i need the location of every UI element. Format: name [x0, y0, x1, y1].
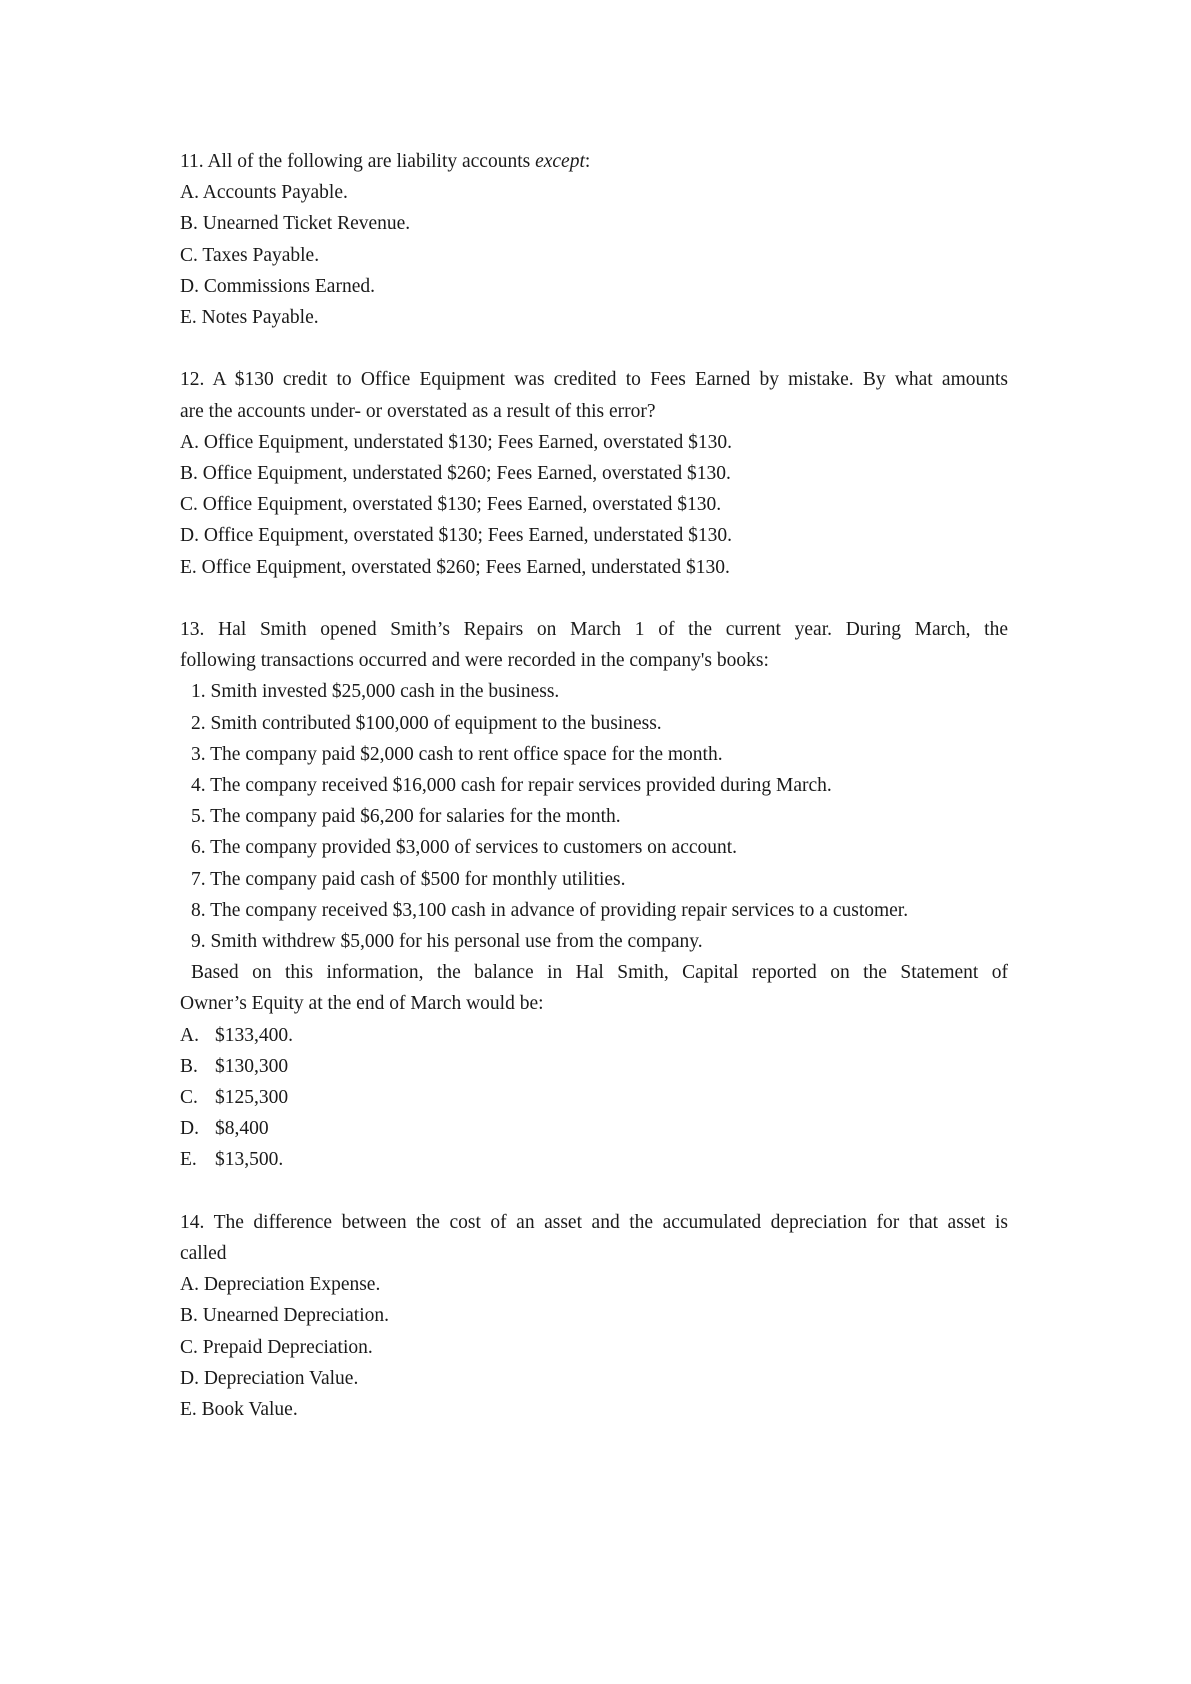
question-stem-line-2: following transactions occurred and were recorded in the company's books:: [180, 650, 769, 672]
option-letter: E.: [180, 1149, 197, 1171]
transaction-item: 2. Smith contributed $100,000 of equipment to the business.: [191, 712, 662, 734]
question-number: 11.: [180, 151, 204, 172]
answer-option-a: A. Depreciation Expense.: [180, 1274, 381, 1296]
transaction-item: 7. The company paid cash of $500 for monthly utilities.: [191, 868, 626, 890]
answer-option-a: A. Accounts Payable.: [180, 182, 348, 204]
question-stem-line-1: 14. The difference between the cost of an asset and the accumulated depreciation for that asset is: [180, 1211, 1008, 1233]
option-text: $8,400: [215, 1118, 269, 1140]
transaction-list: [180, 676, 1008, 957]
answer-option-a: [180, 1020, 1008, 1051]
question-stem-line-1: 13. Hal Smith opened Smith’s Repairs on March 1 of the current year. During March, the: [180, 619, 1008, 641]
answer-option-d: [180, 1113, 1008, 1144]
option-letter: A.: [180, 1024, 199, 1046]
answer-option-d: D. Depreciation Value.: [180, 1367, 359, 1389]
answer-option-c: C. Taxes Payable.: [180, 244, 320, 266]
answer-option-c: [180, 1082, 1008, 1113]
question-number: 12.: [180, 369, 205, 391]
option-letter: C.: [180, 1087, 198, 1109]
question-prompt-line-1: Based on this information, the balance in Hal Smith, Capital reported on the Statement of: [191, 962, 1008, 984]
answer-option-b: B. Office Equipment, understated $260; Fees Earned, overstated $130.: [180, 463, 731, 485]
option-text: $125,300: [215, 1087, 289, 1109]
question-stem-line-2: are the accounts under- or overstated as a result of this error?: [180, 400, 656, 422]
question-stem-line-2: called: [180, 1243, 227, 1265]
transaction-item: 1. Smith invested $25,000 cash in the business.: [191, 681, 560, 703]
question-12: [180, 364, 1008, 582]
answer-option-e: E. Office Equipment, overstated $260; Fees Earned, understated $130.: [180, 556, 730, 578]
answer-option-d: D. Office Equipment, overstated $130; Fees Earned, understated $130.: [180, 525, 732, 547]
question-prompt-line-2: Owner’s Equity at the end of March would be:: [180, 993, 544, 1015]
transaction-item: 4. The company received $16,000 cash for repair services provided during March.: [191, 775, 832, 797]
answer-option-b: B. Unearned Depreciation.: [180, 1305, 389, 1327]
question-stem-line-1: 12. A $130 credit to Office Equipment was credited to Fees Earned by mistake. By what amounts: [180, 369, 1008, 391]
option-text: $13,500.: [215, 1149, 284, 1171]
option-letter: D.: [180, 1118, 199, 1140]
answer-option-e: [180, 1144, 1008, 1175]
answer-option-c: C. Office Equipment, overstated $130; Fees Earned, overstated $130.: [180, 494, 722, 516]
transaction-item: 9. Smith withdrew $5,000 for his personal use from the company.: [191, 931, 703, 953]
transaction-item: 6. The company provided $3,000 of services to customers on account.: [191, 837, 738, 859]
answer-option-c: C. Prepaid Depreciation.: [180, 1336, 373, 1358]
option-text: $133,400.: [215, 1024, 293, 1046]
answer-option-a: A. Office Equipment, understated $130; Fees Earned, overstated $130.: [180, 431, 732, 453]
question-number: 13.: [180, 619, 205, 641]
option-text: $130,300: [215, 1055, 289, 1077]
question-11: [180, 146, 1008, 333]
answer-option-e: E. Book Value.: [180, 1399, 298, 1421]
answer-option-b: B. Unearned Ticket Revenue.: [180, 213, 411, 235]
question-stem: 11. All of the following are liability accounts except:: [180, 151, 591, 172]
transaction-item: 3. The company paid $2,000 cash to rent office space for the month.: [191, 743, 723, 765]
document-page: [180, 146, 1008, 1425]
question-14: [180, 1207, 1008, 1425]
transaction-item: 5. The company paid $6,200 for salaries for the month.: [191, 806, 621, 828]
question-13: [180, 614, 1008, 1176]
answer-option-e: E. Notes Payable.: [180, 307, 319, 329]
transaction-item: 8. The company received $3,100 cash in advance of providing repair services to a customer.: [191, 899, 909, 921]
answer-option-d: D. Commissions Earned.: [180, 275, 375, 297]
emphasis-text: except: [535, 151, 585, 172]
option-letter: B.: [180, 1055, 198, 1077]
answer-option-b: [180, 1051, 1008, 1082]
question-number: 14.: [180, 1211, 205, 1233]
